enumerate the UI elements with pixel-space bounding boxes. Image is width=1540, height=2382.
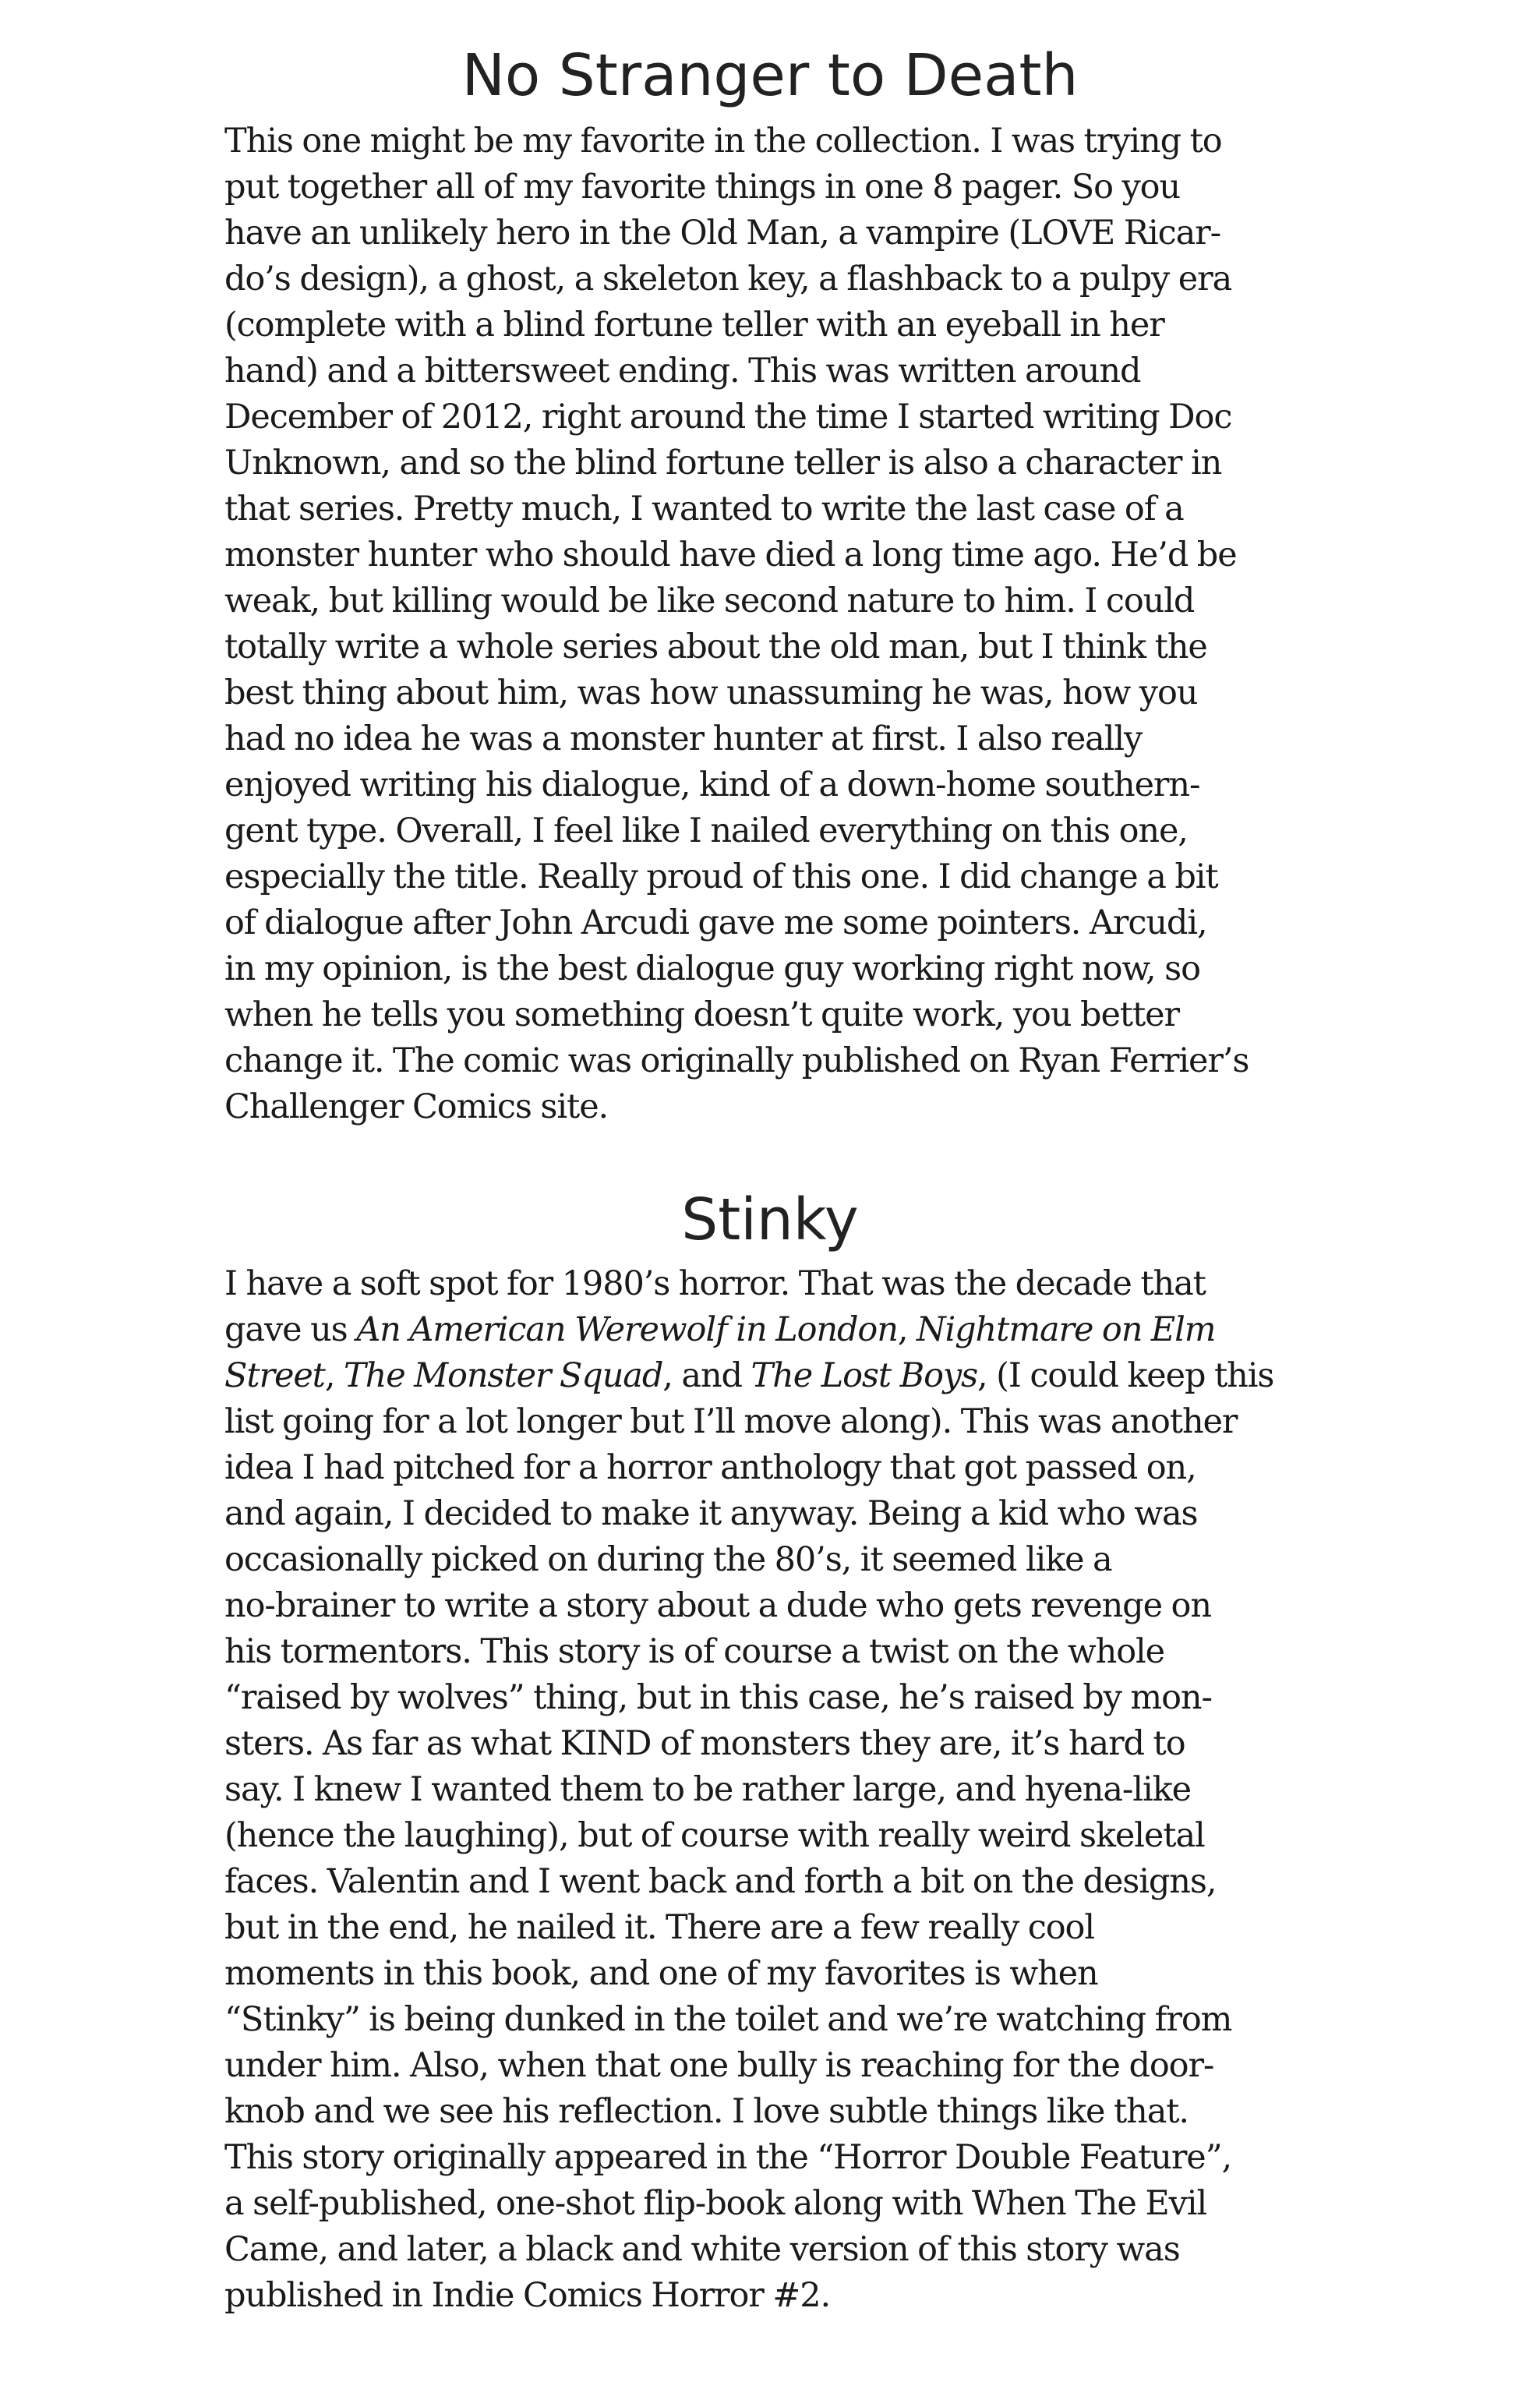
text-line: and again, I decided to make it anyway. Being a kid who was — [224, 1494, 1198, 1533]
text-line: faces. Valentin and I went back and forth a bit on the designs, — [224, 1862, 1217, 1901]
text-line: published in Indie Comics Horror #2. — [224, 2276, 831, 2315]
text-line: enjoyed writing his dialogue, kind of a down-home southern- — [224, 765, 1200, 804]
text-line: Came, and later, a black and white version of this story was — [224, 2230, 1180, 2269]
text-line: no-brainer to write a story about a dude who gets revenge on — [224, 1586, 1211, 1625]
text-line: monster hunter who should have died a long time ago. He’d be — [224, 535, 1237, 574]
text-line: I have a soft spot for 1980’s horror. That was the decade that — [224, 1264, 1206, 1303]
text-line: have an unlikely hero in the Old Man, a vampire (LOVE Ricar- — [224, 214, 1221, 253]
text-line: had no idea he was a monster hunter at first. I also really — [224, 719, 1143, 758]
text-line: when he tells you something doesn’t quite work, you better — [224, 995, 1179, 1034]
text-line: Challenger Comics site. — [224, 1087, 609, 1126]
text-line: This one might be my favorite in the collection. I was trying to — [224, 122, 1222, 161]
text-line: “raised by wolves” thing, but in this case, he’s raised by mon- — [224, 1678, 1212, 1717]
text-line — [224, 1307, 1316, 1353]
section-body-stinky — [224, 1261, 1316, 2319]
section-body-no-stranger-to-death — [224, 118, 1316, 1130]
text-line: idea I had pitched for a horror anthology that got passed on, — [224, 1448, 1196, 1487]
text-line: under him. Also, when that one bully is reaching for the door- — [224, 2046, 1214, 2085]
text-line: This story originally appeared in the “Horror Double Feature”, — [224, 2138, 1232, 2177]
text-line: Unknown, and so the blind fortune teller is also a character in — [224, 444, 1222, 482]
section-title-no-stranger-to-death: No Stranger to Death — [461, 42, 1079, 109]
text-line: in my opinion, is the best dialogue guy working right now, so — [224, 949, 1200, 988]
text-line: (complete with a blind fortune teller with an eyeball in her — [224, 306, 1164, 345]
text-line: “Stinky” is being dunked in the toilet and we’re watching from — [224, 2000, 1232, 2039]
text-line: especially the title. Really proud of this one. I did change a bit — [224, 857, 1218, 896]
text-line: (hence the laughing), but of course with really weird skeletal — [224, 1816, 1205, 1855]
text-run: , — [324, 1356, 344, 1395]
text-line: a self-published, one-shot flip-book along with When The Evil — [224, 2184, 1207, 2223]
text-line: moments in this book, and one of my favorites is when — [224, 1954, 1098, 1993]
text-line: but in the end, he nailed it. There are a few really cool — [224, 1908, 1094, 1947]
text-line: sters. As far as what KIND of monsters they are, it’s hard to — [224, 1724, 1185, 1763]
text-line: do’s design), a ghost, a skeleton key, a flashback to a pulpy era — [224, 260, 1232, 299]
text-line: hand) and a bittersweet ending. This was written around — [224, 352, 1141, 391]
document-page — [224, 42, 1316, 2319]
text-run: , and — [662, 1356, 751, 1395]
text-line: his tormentors. This story is of course a twist on the whole — [224, 1632, 1165, 1671]
text-line: that series. Pretty much, I wanted to write the last case of a — [224, 489, 1184, 528]
text-line: weak, but killing would be like second nature to him. I could — [224, 581, 1195, 620]
text-line: knob and we see his reflection. I love subtle things like that. — [224, 2092, 1189, 2131]
film-title: The Lost Boys — [751, 1356, 978, 1395]
text-line: gent type. Overall, I feel like I nailed everything on this one, — [224, 811, 1188, 850]
text-line: best thing about him, was how unassuming he was, how you — [224, 673, 1198, 712]
film-title: An American Werewolf in London — [356, 1310, 898, 1349]
text-line: occasionally picked on during the 80’s, it seemed like a — [224, 1540, 1112, 1579]
section-title-stinky: Stinky — [681, 1186, 859, 1253]
film-title: The Monster Squad — [344, 1356, 663, 1395]
text-line: put together all of my favorite things in one 8 pager. So you — [224, 168, 1181, 207]
text-line — [224, 1353, 1316, 1399]
text-run: , (I could keep this — [977, 1356, 1274, 1395]
text-run: gave us — [224, 1310, 357, 1349]
text-line: change it. The comic was originally published on Ryan Ferrier’s — [224, 1041, 1249, 1080]
text-line: list going for a lot longer but I’ll move along). This was another — [224, 1402, 1238, 1441]
film-title: Nightmare on Elm — [916, 1310, 1216, 1349]
text-line: say. I knew I wanted them to be rather large, and hyena-like — [224, 1770, 1191, 1809]
text-line: of dialogue after John Arcudi gave me some pointers. Arcudi, — [224, 903, 1207, 942]
text-line: December of 2012, right around the time I started writing Doc — [224, 398, 1232, 436]
text-line: totally write a whole series about the old man, but I think the — [224, 627, 1207, 666]
film-title: Street — [224, 1356, 325, 1395]
text-run: , — [897, 1310, 917, 1349]
